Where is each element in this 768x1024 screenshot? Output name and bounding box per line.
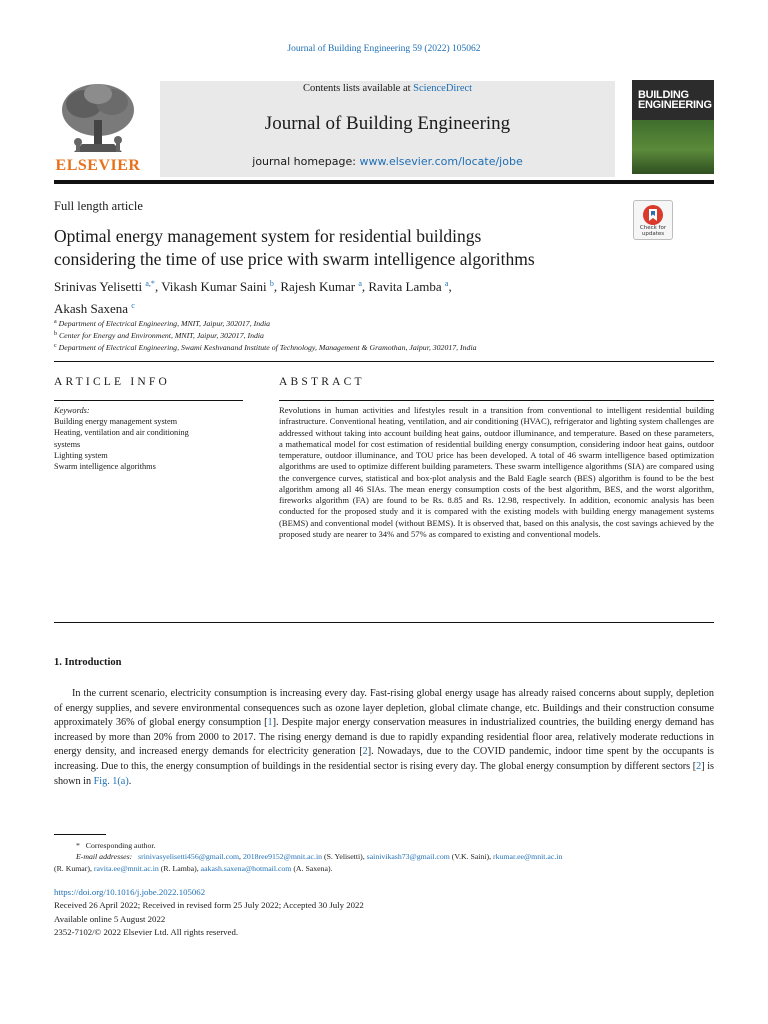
author-name[interactable]: Vikash Kumar Saini — [161, 279, 267, 294]
corresponding-text: Corresponding author. — [85, 841, 156, 850]
email-link[interactable]: aakash.saxena@hotmail.com — [200, 863, 292, 873]
publication-info — [54, 886, 554, 940]
email-separator: (S. Yelisetti), — [322, 852, 367, 862]
keyword-item: Heating, ventilation and air conditioning — [54, 428, 189, 438]
section-rule — [54, 622, 714, 623]
citation-link[interactable]: 2 — [362, 746, 368, 758]
affiliation-item — [54, 329, 714, 341]
keywords-label: Keywords: — [54, 406, 90, 415]
tree-icon — [54, 80, 142, 156]
copyright: 2352-7102/© 2022 Elsevier Ltd. All rights reserved. — [54, 927, 239, 938]
email-separator: (R. Lamba), — [158, 863, 201, 873]
intro-text-run: ]. Despite major energy conservation measures in industrialized countries, the building energy demand has increased by more than 20% from 2000 to 2017. The rising energy demand is due to rapidly expanding residential floor area, relatively moderate reductions in energy density, and increased energy demands for electricity generation [ — [54, 717, 714, 758]
intro-text-run: In the current scenario, electricity consumption is increasing every day. Fast-rising global energy usage has already raised concerns about supply, depletion of energy supplies, and severe environmental consequences such as ozone layer depletion, global climate change, etc. Buildings and their construction consume approximately 36% of global energy consumption [ — [54, 688, 714, 729]
affiliation-text: Department of Electrical Engineering, Swami Keshvanand Institute of Technology, Management & Gramothan, Jaipur, 302017, India — [58, 343, 477, 353]
keyword-item: Lighting system — [54, 450, 108, 460]
section-rule — [54, 361, 714, 362]
email-addresses-line — [54, 851, 714, 862]
introduction-heading: 1. Introduction — [54, 657, 122, 668]
check-updates-line1: Check for — [639, 225, 667, 231]
keyword-item: Swarm intelligence algorithms — [54, 462, 156, 472]
email-separator: (V.K. Saini), — [449, 852, 494, 862]
journal-masthead — [160, 81, 615, 177]
abstract-text: Revolutions in human activities and lifestyles result in a transition from conventional to intelligent residential building infrastructure. Conventional heating, ventilation, and air conditioning (HVAC), refrigerator and lighting system challenges are addressed without taking into account building heat gains, outdoor illuminance, and temperature. Based on these parameters, a mathematical model for cost estimation of residential building energy consumption, considering indoor heat gains, outdoor temperature, outdoor illuminance, and TOU price has been developed. A total of 46 swarm intelligence based optimization algorithms are used to optimize different building parameters. These swarm intelligence algorithms (SIA) are compared using the convergence curves, statistical and box-plot analysis and the Bald Eagle search (BES) algorithm is found to be the best algorithm among all 46 SIAs. The mean energy consumption costs of the best algorithm, BES, and the worst algorithm, fireworks algorithm (FA) are found to be Rs. 8.85 and Rs. 12.98, respectively. In addition, economic analysis has been conducted for the proposed study and it is compared with the existing models with building energy management systems (BEMS) and conventional model (without BEMS). It is observed that, based on this analysis, the cost savings achieved by the proposed study are nearer to 34% and 57% as compared to existing and conventional models. — [279, 405, 714, 539]
article-title-line2: considering the time of use price with swarm intelligence algorithms — [54, 249, 535, 269]
author-affiliation-marker[interactable]: b — [269, 279, 274, 288]
intro-text-run: ]. Nowadays, due to the COVID pandemic, indoor time spent by the occupants is increasing. Due to this, the energy consumption of buildings in the residential sector is rising every day. The global energy consumption by different sectors [ — [54, 746, 714, 772]
author-affiliation-marker[interactable]: a,* — [145, 279, 155, 288]
homepage-prefix: journal homepage: — [252, 155, 360, 168]
cover-title-line1: BUILDING — [638, 89, 689, 101]
figure-link[interactable]: Fig. 1(a) — [93, 775, 129, 787]
author-separator: , — [273, 279, 281, 294]
author-name[interactable]: Rajesh Kumar — [280, 279, 356, 294]
introduction-paragraph — [54, 687, 714, 789]
article-info-rule — [54, 400, 243, 401]
author-affiliation-marker[interactable]: a — [358, 279, 362, 288]
email-link[interactable]: 2018ree9152@mnit.ac.in — [242, 852, 323, 862]
journal-homepage-link[interactable]: www.elsevier.com/locate/jobe — [359, 155, 523, 168]
contents-line — [160, 83, 615, 94]
citation-link[interactable]: 2 — [696, 760, 702, 772]
cover-photo — [632, 120, 714, 174]
author-affiliation-marker[interactable]: a — [444, 279, 449, 288]
email-label: E-mail addresses: — [76, 852, 133, 862]
journal-cover-image[interactable] — [632, 80, 714, 174]
author-list — [54, 274, 654, 318]
check-updates-label — [634, 225, 672, 237]
check-for-updates-button[interactable] — [633, 200, 673, 240]
affiliation-text: Department of Electrical Engineering, MNIT, Jaipur, 302017, India — [58, 319, 271, 328]
author-name[interactable]: Srinivas Yelisetti — [54, 279, 143, 294]
abstract-heading: ABSTRACT — [279, 376, 365, 388]
affiliation-text: Center for Energy and Environment, MNIT, Jaipur, 302017, India — [58, 331, 264, 341]
abstract-rule — [279, 400, 714, 401]
footnote-mark: * — [76, 841, 80, 850]
contents-prefix: Contents lists available at — [302, 83, 414, 94]
email-owner: (R. Kumar), — [54, 863, 94, 873]
affiliation-key: b — [54, 331, 57, 338]
email-separator: , — [239, 852, 243, 862]
publisher-name: ELSEVIER — [55, 157, 141, 174]
email-separator: (A. Saxena). — [291, 863, 333, 873]
cover-title-line2: ENGINEERING — [638, 99, 712, 111]
email-link[interactable]: ravita.ee@mnit.ac.in — [93, 863, 159, 873]
received-dates: Received 26 April 2022; Received in revised form 25 July 2022; Accepted 30 July 2022 — [54, 900, 364, 911]
email-link[interactable]: rkumar.ee@mnit.ac.in — [493, 852, 563, 862]
affiliation-item — [54, 341, 714, 353]
citation-link[interactable]: 1 — [267, 717, 273, 729]
bookmark-icon — [642, 204, 664, 226]
keywords-block — [54, 405, 243, 472]
journal-reference[interactable]: Journal of Building Engineering 59 (2022) 105062 — [287, 44, 481, 54]
article-type: Full length article — [54, 199, 143, 213]
footnote-rule — [54, 834, 106, 835]
email-link[interactable]: sainivikash73@gmail.com — [366, 852, 450, 862]
available-online: Available online 5 August 2022 — [54, 913, 166, 924]
article-title-line1: Optimal energy management system for residential buildings — [54, 226, 482, 246]
journal-title: Journal of Building Engineering — [264, 113, 511, 134]
cover-title — [638, 90, 712, 110]
author-separator: , — [448, 279, 452, 294]
footnotes — [54, 840, 714, 874]
homepage-line — [160, 155, 615, 168]
doi-link[interactable]: https://doi.org/10.1016/j.jobe.2022.105062 — [54, 887, 206, 897]
corresponding-author-note — [54, 840, 714, 851]
author-name[interactable]: Ravita Lamba — [368, 279, 442, 294]
keyword-item: Building energy management system — [54, 417, 178, 427]
article-title — [54, 225, 624, 271]
author-name[interactable]: Akash Saxena — [54, 301, 129, 316]
intro-text-run: . — [128, 775, 132, 787]
article-info-heading: ARTICLE INFO — [54, 376, 170, 388]
author-affiliation-marker[interactable]: c — [131, 301, 135, 310]
intro-text-run: ] is shown in — [54, 760, 714, 787]
email-link[interactable]: srinivasyelisetti456@gmail.com — [138, 852, 240, 862]
keyword-item: systems — [54, 439, 81, 449]
author-separator: , — [361, 279, 369, 294]
affiliation-item — [54, 317, 714, 329]
email-addresses-line2 — [54, 863, 714, 874]
check-updates-line2: updates — [641, 231, 665, 237]
author-separator: , — [154, 279, 162, 294]
affiliation-key: a — [54, 319, 57, 325]
sciencedirect-link[interactable]: ScienceDirect — [413, 83, 473, 94]
header-rule — [54, 180, 714, 184]
affiliations — [54, 317, 714, 354]
affiliation-key: c — [54, 343, 57, 350]
